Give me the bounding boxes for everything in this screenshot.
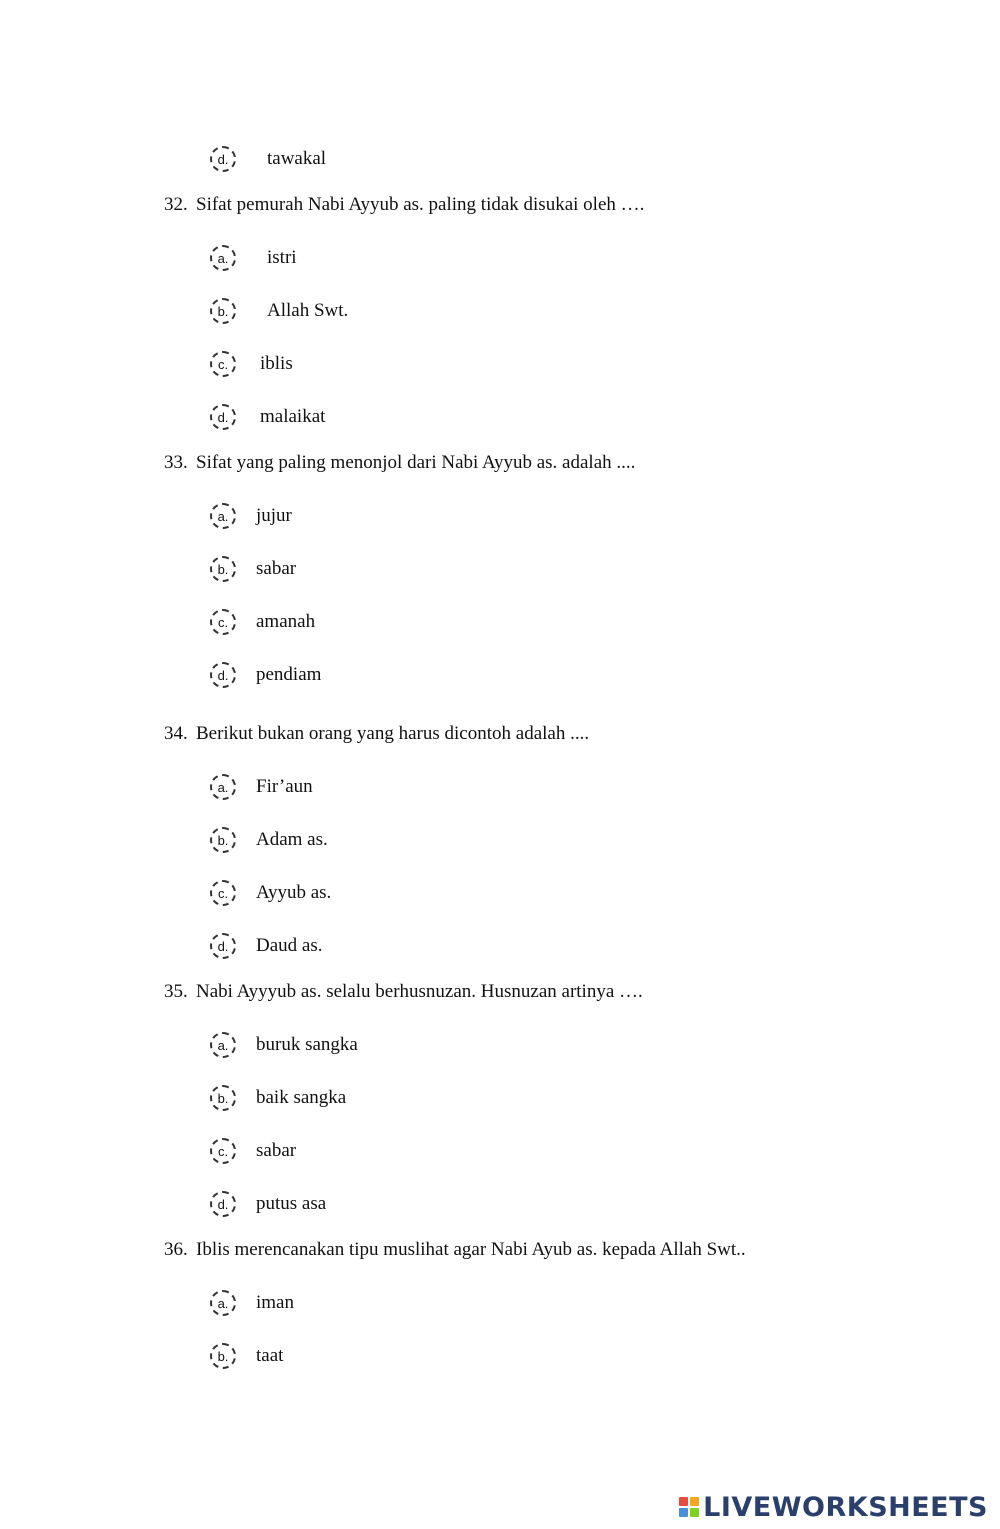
question-36 — [164, 1239, 746, 1261]
option-text: amanah — [256, 611, 316, 632]
option-q36-a[interactable] — [210, 1288, 294, 1318]
logo-tile — [690, 1497, 699, 1506]
option-q35-a[interactable] — [210, 1030, 358, 1060]
logo-tile — [679, 1497, 688, 1506]
logo-tile — [679, 1508, 688, 1517]
option-text: Daud as. — [256, 935, 323, 956]
option-q36-b[interactable] — [210, 1341, 283, 1371]
option-text: malaikat — [260, 406, 326, 427]
option-badge[interactable]: c. — [210, 1138, 236, 1164]
option-text: pendiam — [256, 664, 322, 685]
question-33 — [164, 452, 635, 474]
logo-tile — [690, 1508, 699, 1517]
option-badge[interactable]: b. — [210, 1343, 236, 1369]
option-q32-b[interactable] — [210, 296, 348, 326]
option-q35-c[interactable] — [210, 1136, 296, 1166]
option-badge[interactable]: b. — [210, 1085, 236, 1111]
logo-tiles-icon — [679, 1497, 699, 1517]
option-q35-b[interactable] — [210, 1083, 346, 1113]
option-text: Adam as. — [256, 829, 328, 850]
option-text: Ayyub as. — [256, 882, 332, 903]
option-q34-b[interactable] — [210, 825, 328, 855]
option-badge[interactable]: b. — [210, 298, 236, 324]
question-text: Sifat yang paling menonjol dari Nabi Ayyub as. adalah .... — [196, 452, 636, 473]
option-q34-d[interactable] — [210, 931, 322, 961]
option-text: buruk sangka — [256, 1034, 358, 1055]
question-text: Berikut bukan orang yang harus dicontoh adalah .... — [196, 723, 590, 744]
option-badge[interactable]: c. — [210, 609, 236, 635]
liveworksheets-logo[interactable] — [679, 1491, 988, 1523]
option-text: iman — [256, 1292, 294, 1313]
option-text: baik sangka — [256, 1087, 347, 1108]
option-text: Fir’aun — [256, 776, 313, 797]
question-text: Nabi Ayyyub as. selalu berhusnuzan. Husnuzan artinya …. — [196, 981, 643, 1002]
question-text: Iblis merencanakan tipu muslihat agar Nabi Ayub as. kepada Allah Swt.. — [196, 1239, 746, 1260]
option-text: istri — [267, 247, 297, 268]
option-badge[interactable]: a. — [210, 1032, 236, 1058]
option-q33-a[interactable] — [210, 501, 292, 531]
option-badge[interactable]: a. — [210, 774, 236, 800]
option-q34-a[interactable] — [210, 772, 313, 802]
option-badge[interactable]: c. — [210, 880, 236, 906]
option-badge[interactable]: b. — [210, 556, 236, 582]
option-q33-c[interactable] — [210, 607, 315, 637]
option-q31-d[interactable] — [210, 144, 326, 174]
option-q32-c[interactable] — [210, 349, 293, 379]
question-35 — [164, 981, 643, 1003]
option-q34-c[interactable] — [210, 878, 331, 908]
option-text: iblis — [260, 353, 293, 374]
option-badge[interactable]: d. — [210, 933, 236, 959]
option-text: sabar — [256, 1140, 297, 1161]
option-badge[interactable]: d. — [210, 662, 236, 688]
question-number: 34. — [164, 723, 188, 744]
option-badge[interactable]: a. — [210, 1290, 236, 1316]
option-badge[interactable]: d. — [210, 1191, 236, 1217]
logo-text: LIVEWORKSHEETS — [703, 1491, 988, 1523]
question-text: Sifat pemurah Nabi Ayyub as. paling tidak disukai oleh …. — [196, 194, 645, 215]
question-number: 33. — [164, 452, 188, 473]
option-q32-a[interactable] — [210, 243, 297, 273]
option-text: putus asa — [256, 1193, 327, 1214]
option-badge[interactable]: a. — [210, 503, 236, 529]
option-q35-d[interactable] — [210, 1189, 326, 1219]
option-q33-d[interactable] — [210, 660, 321, 690]
option-q32-d[interactable] — [210, 402, 325, 432]
option-text: tawakal — [267, 148, 327, 169]
option-text: jujur — [256, 505, 292, 526]
option-badge[interactable]: c. — [210, 351, 236, 377]
question-number: 32. — [164, 194, 188, 215]
question-number: 35. — [164, 981, 188, 1002]
option-text: sabar — [256, 558, 297, 579]
option-badge[interactable]: b. — [210, 827, 236, 853]
question-number: 36. — [164, 1239, 188, 1260]
option-text: taat — [256, 1345, 284, 1366]
option-q33-b[interactable] — [210, 554, 296, 584]
option-text: Allah Swt. — [267, 300, 349, 321]
question-34 — [164, 723, 589, 745]
option-badge[interactable]: a. — [210, 245, 236, 271]
option-badge[interactable]: d. — [210, 404, 236, 430]
option-badge[interactable]: d. — [210, 146, 236, 172]
question-32 — [164, 194, 644, 216]
